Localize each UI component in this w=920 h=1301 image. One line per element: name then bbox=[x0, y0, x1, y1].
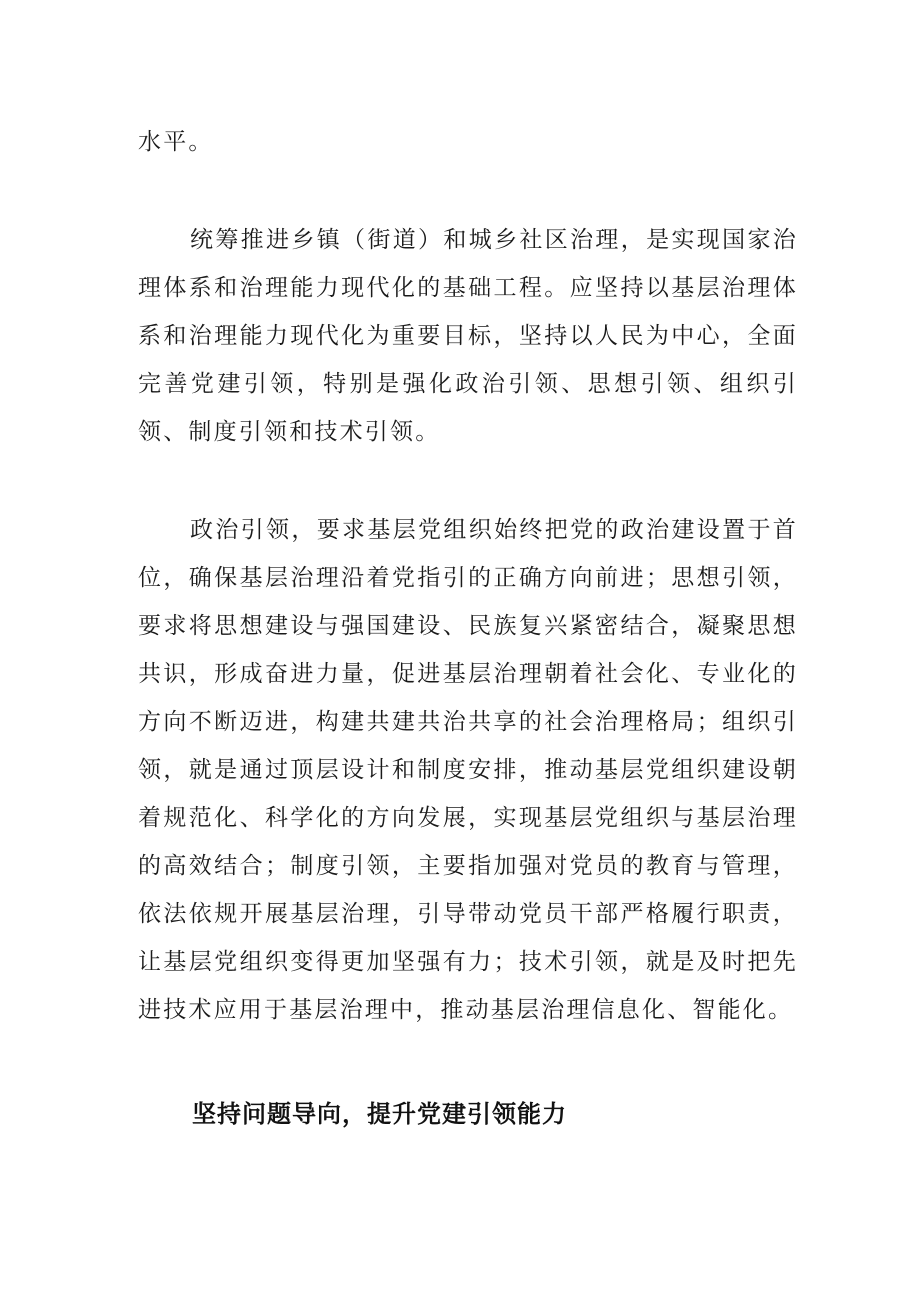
paragraph-continuation: 水平。 bbox=[138, 129, 214, 155]
paragraph-overview: 统筹推进乡镇（街道）和城乡社区治理，是实现国家治理体系和治理能力现代化的基础工程。应坚持以基层治理体系和治理能力现代化为重要目标，坚持以人民为中心，全面完善党建引领，特别是强化政治引领、思想引领、组织引领、制度引领和技术引领。 bbox=[138, 227, 798, 445]
document-body bbox=[138, 118, 798, 1138]
section-heading: 坚持问题导向，提升党建引领能力 bbox=[192, 1100, 567, 1128]
paragraph-leadership-details: 政治引领，要求基层党组织始终把党的政治建设置于首位，确保基层治理沿着党指引的正确方向前进；思想引领，要求将思想建设与强国建设、民族复兴紧密结合，凝聚思想共识，形成奋进力量，促进基层治理朝着社会化、专业化的方向不断迈进，构建共建共治共享的社会治理格局；组织引领，就是通过顶层设计和制度安排，推动基层党组织建设朝着规范化、科学化的方向发展，实现基层党组织与基层治理的高效结合；制度引领，主要指加强对党员的教育与管理，依法依规开展基层治理，引导带动党员干部严格履行职责，让基层党组织变得更加坚强有力；技术引领，就是及时把先进技术应用于基层治理中，推动基层治理信息化、智能化。 bbox=[138, 517, 798, 1023]
